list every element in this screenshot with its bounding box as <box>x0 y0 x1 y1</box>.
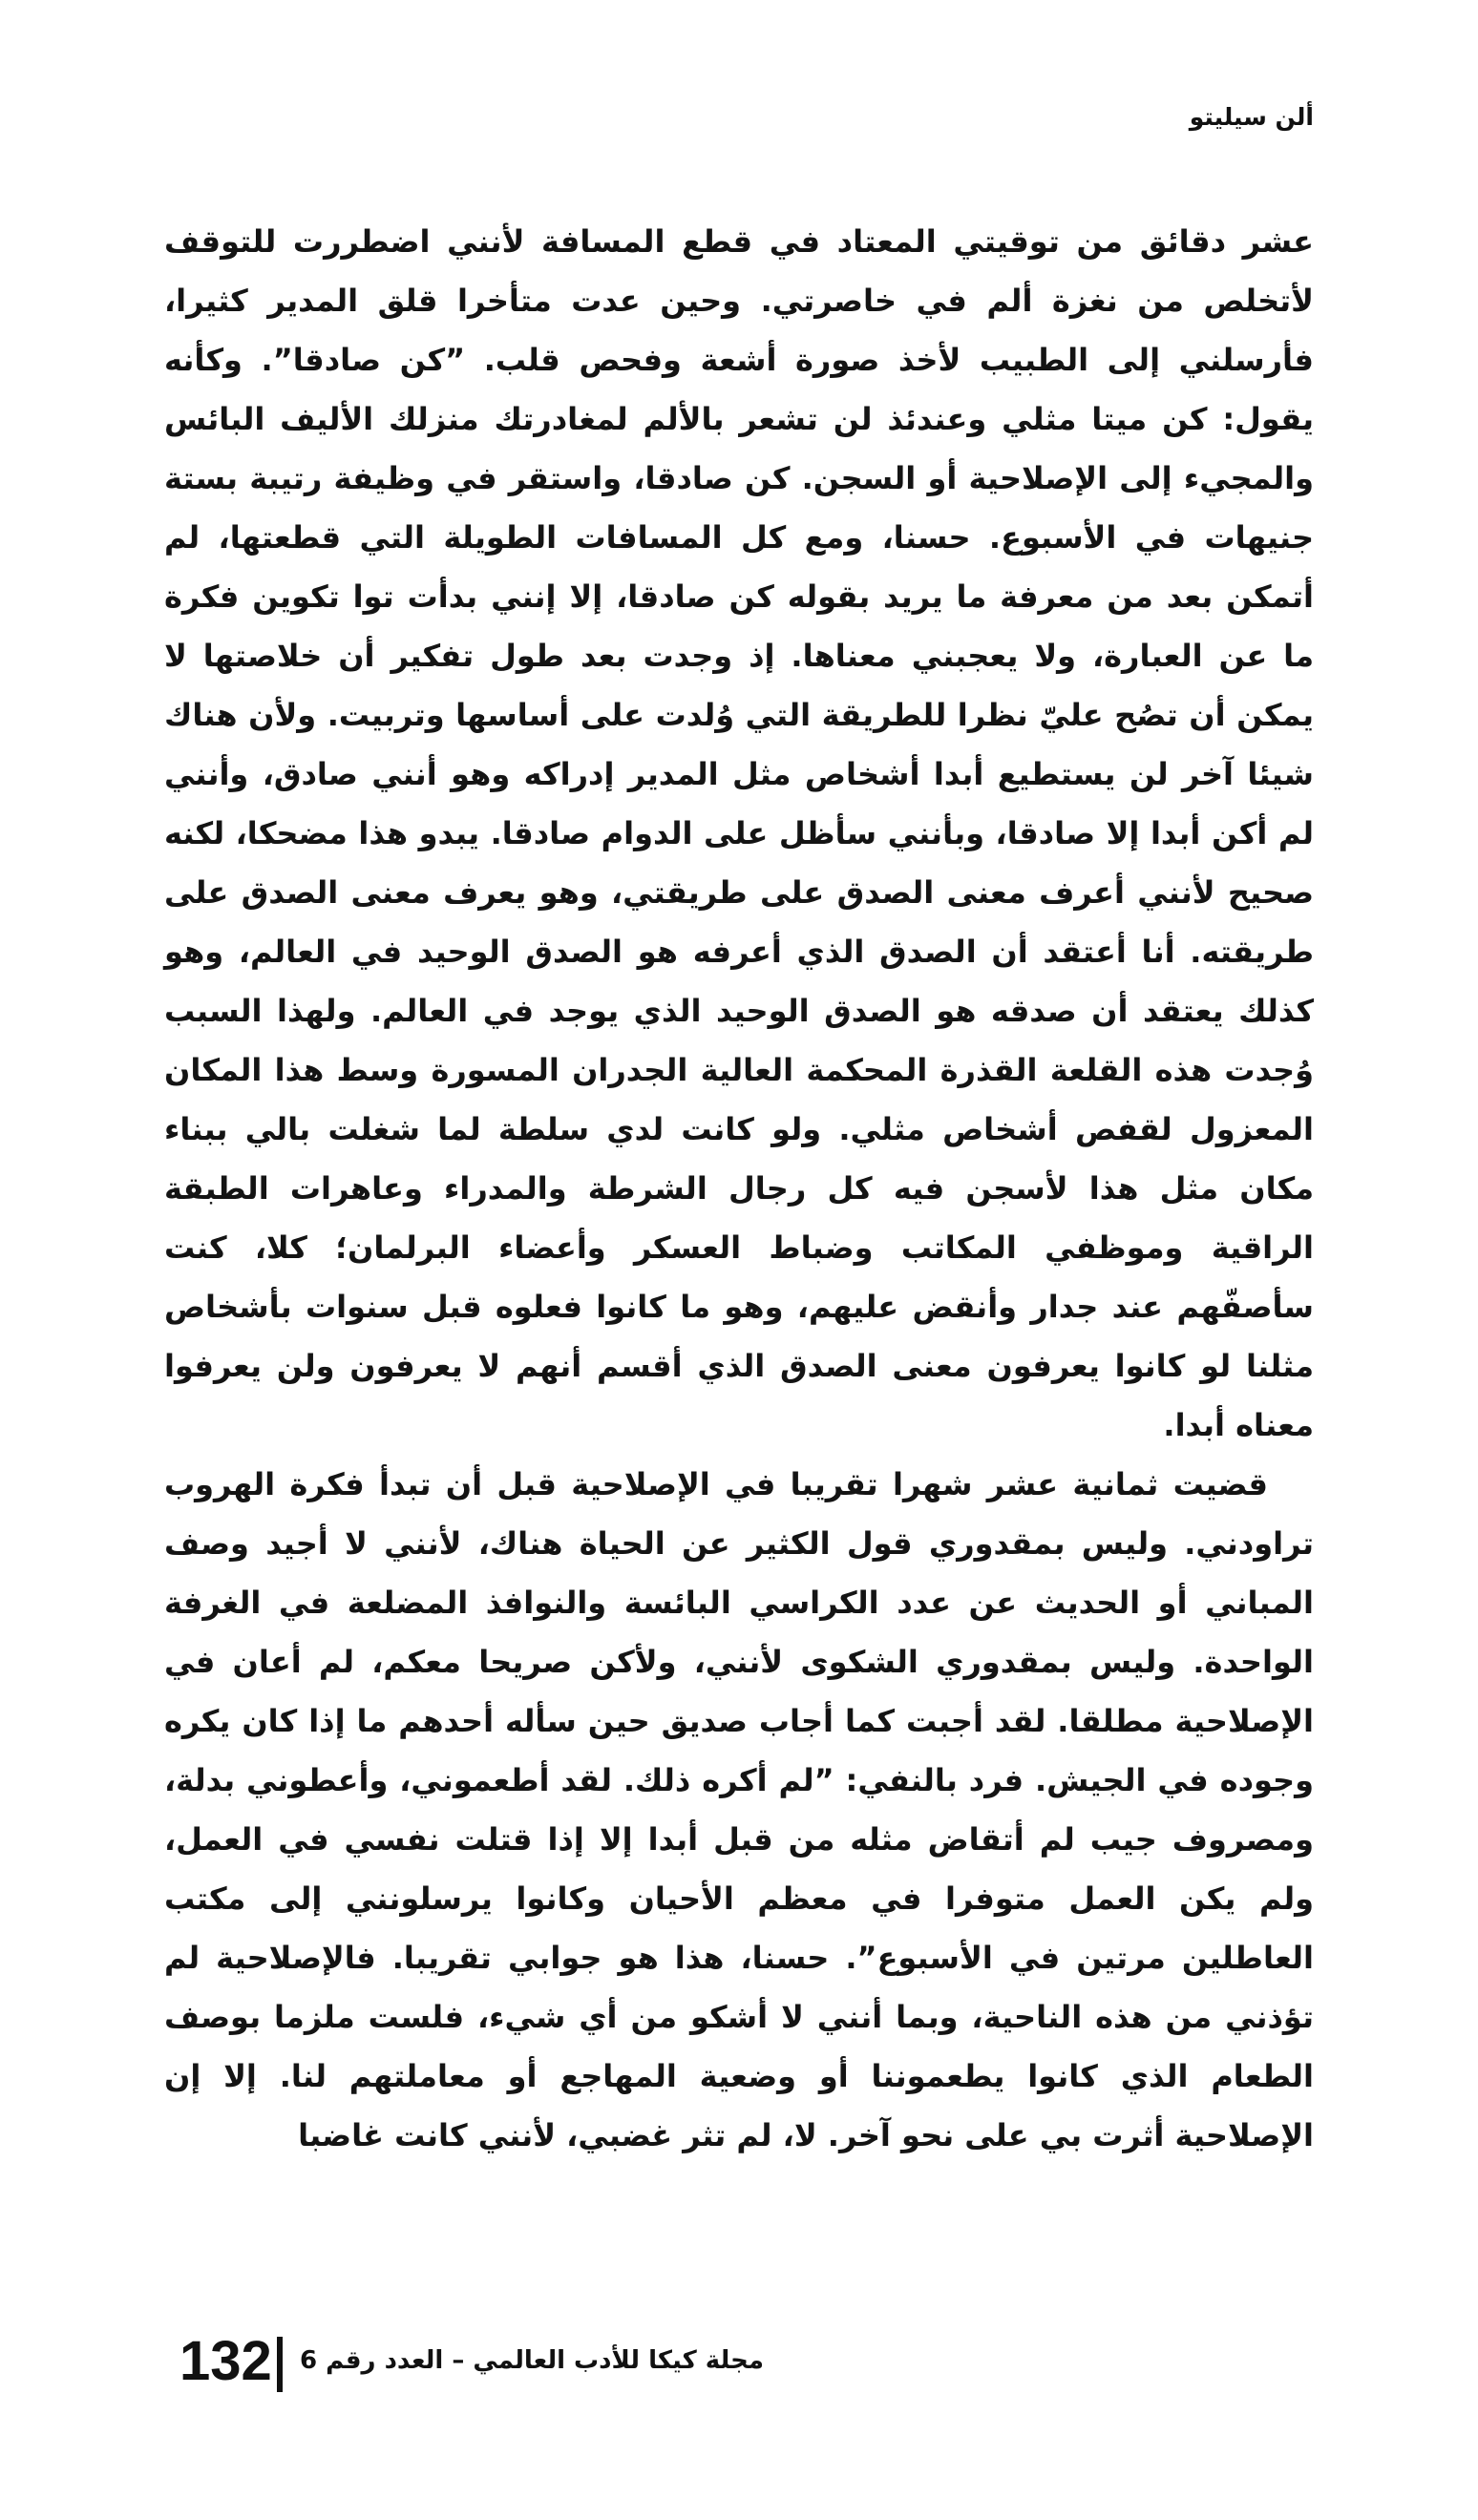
page-footer <box>0 2329 1478 2405</box>
journal-title: مجلة كيكا للأدب العالمي – العدد رقم 6 <box>300 2346 764 2375</box>
body-text <box>164 212 1314 2165</box>
paragraph-2: قضيت ثمانية عشر شهرا تقريبا في الإصلاحية قبل أن تبدأ فكرة الهروب تراودني. وليس بمقدوري قول الكثير عن الحياة هناك، لأنني لا أجيد وصف المباني أو الحديث عن عدد الكراسي البائسة والنوافذ المضلعة في الغرفة الواحدة. وليس بمقدوري الشكوى لأنني، ولأكن صريحا معكم، لم أعان في الإصلاحية مطلقا. لقد أجبت كما أجاب صديق حين سأله أحدهم ما إذا كان يكره وجوده في الجيش. فرد بالنفي: ”لم أكره ذلك. لقد أطعموني، وأعطوني بدلة، ومصروف جيب لم أتقاض مثله من قبل أبدا إلا إذا قتلت نفسي في العمل، ولم يكن العمل متوفرا في معظم الأحيان وكانوا يرسلونني إلى مكتب العاطلين مرتين في الأسبوع”. حسنا، هذا هو جوابي تقريبا. فالإصلاحية لم تؤذني من هذه الناحية، وبما أنني لا أشكو من أي شيء، فلست ملزما بوصف الطعام الذي كانوا يطعموننا أو وضعية المهاجع أو معاملتهم لنا. إلا إن الإصلاحية أثرت بي على نحو آخر. لا، لم تثر غضبي، لأنني كانت غاضبا <box>164 1466 1314 2153</box>
footer-divider <box>277 2337 283 2392</box>
running-head-author: ألن سيليتو <box>1189 103 1314 131</box>
page-number: 132 <box>179 2330 272 2392</box>
paragraph-1: عشر دقائق من توقيتي المعتاد في قطع المسافة لأنني اضطررت للتوقف لأتخلص من نغزة ألم في خاصرتي. وحين عدت متأخرا قلق المدير كثيرا، فأرسلني إلى الطبيب لأخذ صورة أشعة وفحص قلب. ”كن صادقا”. وكأنه يقول: كن ميتا مثلي وعندئذ لن تشعر بالألم لمغادرتك منزلك الأليف البائس والمجيء إلى الإصلاحية أو السجن. كن صادقا، واستقر في وظيفة رتيبة بستة جنيهات في الأسبوع. حسنا، ومع كل المسافات الطويلة التي قطعتها، لم أتمكن بعد من معرفة ما يريد بقوله كن صادقا، إلا إنني بدأت توا تكوين فكرة ما عن العبارة، ولا يعجبني معناها. إذ وجدت بعد طول تفكير أن خلاصتها لا يمكن أن تصُح عليّ نظرا للطريقة التي وُلدت على أساسها وتربيت. ولأن هناك شيئا آخر لن يستطيع أبدا أشخاص مثل المدير إدراكه وهو أنني صادق، وأنني لم أكن أبدا إلا صادقا، وبأنني سأظل على الدوام صادقا. يبدو هذا مضحكا، لكنه صحيح لأنني أعرف معنى الصدق على طريقتي، وهو يعرف معنى الصدق على طريقته. أنا أعتقد أن الصدق الذي أعرفه هو الصدق الوحيد في العالم، وهو كذلك يعتقد أن صدقه هو الصدق الوحيد الذي يوجد في العالم. ولهذا السبب وُجدت هذه القلعة القذرة المحكمة العالية الجدران المسورة وسط هذا المكان المعزول لقفص أشخاص مثلي. ولو كانت لدي سلطة لما شغلت بالي ببناء مكان مثل هذا لأسجن فيه كل رجال الشرطة والمدراء وعاهرات الطبقة الراقية وموظفي المكاتب وضباط العسكر وأعضاء البرلمان؛ كلا، كنت سأصفّهم عند جدار وأنقض عليهم، وهو ما كانوا فعلوه قبل سنوات بأشخاص مثلنا لو كانوا يعرفون معنى الصدق الذي أقسم أنهم لا يعرفون ولن يعرفوا معناه أبدا. <box>164 223 1314 1443</box>
